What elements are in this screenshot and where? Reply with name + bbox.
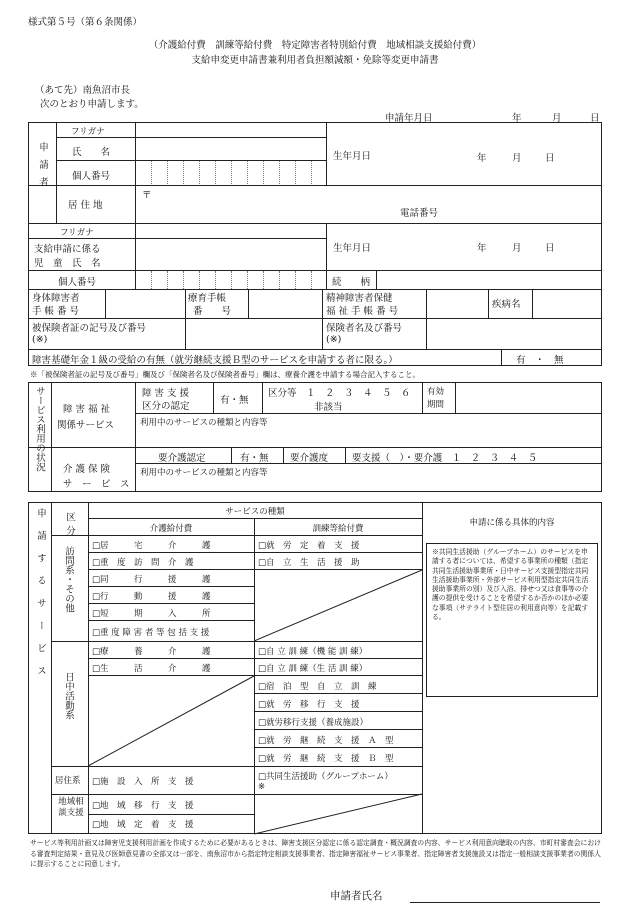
mental-cert-label-line1: 精神障害者保健 (326, 293, 393, 304)
service-medical-care[interactable]: □療 養 介 護 (92, 647, 211, 657)
application-date-label: 申請年月日 (385, 113, 433, 124)
residence-group-label: 居住系 (55, 776, 81, 786)
child-name-label-line2: 児 童 氏 名 (34, 258, 101, 269)
addressee: （あて先）南魚沼市長 (35, 85, 131, 96)
service-employment-transition-training[interactable]: □就労移行支援（養成施設） (258, 718, 369, 728)
care-cert-yes-no[interactable]: 有・無 (240, 453, 269, 464)
service-continuous-support-a[interactable]: □就 労 継 続 支 援 Ａ 型 (258, 736, 394, 746)
applicant-signature-label: 申請者氏名 (330, 890, 383, 902)
child-birth-month[interactable]: 月 (512, 243, 522, 254)
service-community-settlement[interactable]: □地 域 定 着 支 援 (92, 820, 194, 830)
form-number: 様式第５号（第６条関係） (28, 17, 143, 28)
community-group-label: 地域相談支援 (58, 797, 84, 818)
application-date-day[interactable]: 日 (590, 113, 600, 124)
service-continuous-support-b[interactable]: □就 労 継 続 支 援 Ｂ 型 (258, 754, 394, 764)
rehab-cert-label-line1: 療育手帳 (188, 293, 227, 304)
support-category-label-line1: 障 害 支 援 (142, 388, 190, 399)
care-levels[interactable]: 要支援（ ）・要介護 １ ２ ３ ４ ５ (352, 453, 538, 464)
service-employment-transition[interactable]: □就 労 移 行 支 援 (258, 700, 360, 710)
visit-group-label: 訪問系・その他 (63, 546, 74, 613)
postal-mark: 〒 (142, 190, 152, 201)
insurer-label-line2: (※) (326, 334, 342, 345)
applicant-birth-year[interactable]: 年 (477, 153, 487, 164)
applicant-personal-number-label: 個人番号 (72, 171, 111, 182)
physical-cert-label-line2: 手 帳 番 号 (32, 306, 80, 317)
support-category-label-line2: 区分の認定 (142, 401, 190, 412)
welfare-service-label-line1: 障 害 福 祉 (63, 404, 111, 415)
mental-cert-label-line2: 福 祉 手 帳 番 号 (326, 306, 399, 317)
insured-cert-label-line1: 被保険者証の記号及び番号 (32, 323, 147, 334)
service-behavior-support[interactable]: □行 動 援 護 (92, 592, 211, 602)
service-facility-admission[interactable]: □施 設 入 所 支 援 (92, 777, 194, 787)
care-insurance-label-line1: 介 護 保 険 (63, 464, 111, 475)
applicant-address-label: 居 住 地 (68, 200, 103, 211)
child-name-label-line1: 支給申請に係る (34, 244, 101, 255)
pension-options[interactable]: 有 ・ 無 (516, 355, 564, 366)
care-benefit-header: 介護給付費 (149, 524, 193, 534)
service-residential-training[interactable]: □宿 泊 型 自 立 訓 練 (258, 682, 377, 692)
category-label: 区分等 (268, 388, 297, 399)
consent-note: サービス等利用計画又は障害児支援利用計画を作成するために必要があるときは、障害支援区分認定に係る認定調査・概況調査の内容、サービス利用意向聴取の内容、市町村審査会における審査判定結果・意見及び医師意見書の全部又は一部を、南魚沼市から指定特定相談支援事業者、指定障害福祉サービス事業者、指定障害者支援施設又は指定一般相談支援事業者の関係人に提示することに同意します。 (30, 839, 601, 868)
signature-line[interactable] (410, 902, 600, 903)
form-title: 支給申変更申請書兼利用者負担額減額・免除等変更申請書 (191, 55, 439, 66)
service-comprehensive-support[interactable]: □重 度 障 害 者 等 包 括 支 援 (92, 628, 210, 638)
support-category-yes-no[interactable]: 有・無 (220, 395, 249, 406)
not-applicable-option[interactable]: 非該当 (314, 402, 343, 413)
application-date-year[interactable]: 年 (512, 113, 522, 124)
pension-label: 障害基礎年金１級の受給の有無（就労継続支援Ｂ型のサービスを申請する者に限る。） (32, 355, 398, 366)
insured-note: ※「被保険者証の記号及び番号」欄及び「保険者名及び保険者番号」欄は、療養介護を申請する場合記入すること。 (30, 370, 420, 379)
category-values[interactable]: １ ２ ３ ４ ５ ６ (306, 388, 411, 399)
care-cert-label: 要介護認定 (158, 453, 206, 464)
service-independent-living[interactable]: □自 立 生 活 援 助 (258, 558, 360, 568)
group-home-note-text: ※共同生活援助（グループホーム）のサービスを申請する者については、希望する事業所の種類（指定共同生活援助事業所・日中サービス支援型指定共同生活援助事業所・外部サービス利用型指定共同生活援助事業所の別）及び入浴、排せつ又は食事等の介護の提供を受けることを希望するか否かのほか必要な事項（サテライト型住居の利用意向等）を記載する。 (432, 548, 589, 622)
insurer-label-line1: 保険者名及び番号 (326, 323, 403, 334)
child-personal-number-label: 個人番号 (58, 277, 97, 288)
insured-cert-label-line2: (※) (32, 334, 48, 345)
service-life-training[interactable]: □自 立 訓 練（生 活 訓 練） (258, 664, 368, 674)
applicant-furigana-label: フリガナ (71, 127, 105, 137)
child-furigana-label: フリガナ (60, 228, 94, 238)
services-section-label: 申請するサービス (35, 508, 46, 688)
usage-section-label: サービス利用の状況 (34, 386, 45, 472)
relation-label: 続 柄 (332, 277, 371, 288)
service-group-home[interactable]: □共同生活援助（グループホーム） (258, 772, 393, 782)
application-date-month[interactable]: 月 (552, 113, 562, 124)
child-birth-day[interactable]: 日 (545, 243, 555, 254)
form-subtitle: （介護給付費 訓練等給付費 特定障害者特別給付費 地域相談支援給付費） (148, 40, 482, 51)
physical-cert-label-line1: 身体障害者 (32, 293, 80, 304)
service-short-stay[interactable]: □短 期 入 所 (92, 609, 211, 619)
care-in-use-label: 利用中のサービスの種類と内容等 (140, 468, 268, 478)
service-life-care[interactable]: □生 活 介 護 (92, 664, 211, 674)
applicant-birth-month[interactable]: 月 (512, 153, 522, 164)
service-community-transition[interactable]: □地 域 移 行 支 援 (92, 801, 194, 811)
disease-label: 疾病名 (492, 299, 521, 310)
welfare-in-use-label: 利用中のサービスの種類と内容等 (140, 418, 268, 428)
welfare-service-label-line2: 関係サービス (57, 420, 115, 431)
validity-label-line1: 有効 (427, 387, 445, 397)
care-degree-label: 要介護度 (290, 453, 329, 464)
applicant-birth-day[interactable]: 日 (545, 153, 555, 164)
child-birth-year[interactable]: 年 (477, 243, 487, 254)
service-employment-retention[interactable]: □就 労 定 着 支 援 (258, 541, 360, 551)
detail-header: 申請に係る具体的内容 (469, 518, 555, 528)
group-home-note-mark: ※ (258, 782, 266, 792)
rehab-cert-label-line2: 番 号 (193, 306, 232, 317)
service-function-training[interactable]: □自 立 訓 練（機 能 訓 練） (258, 647, 368, 657)
training-benefit-header: 訓練等給付費 (312, 524, 364, 534)
category-header: 区分 (64, 512, 75, 539)
service-types-header: サービスの種類 (225, 507, 285, 517)
service-accompany-support[interactable]: □同 行 援 護 (92, 575, 211, 585)
validity-label-line2: 期間 (427, 400, 445, 410)
service-severe-visit-care[interactable]: □重 度 訪 問 介 護 (92, 558, 194, 568)
service-home-care[interactable]: □居 宅 介 護 (92, 541, 211, 551)
applicant-phone-label: 電話番号 (400, 208, 439, 219)
care-insurance-label-line2: サ ー ビ ス (63, 479, 130, 490)
applicant-name-label: 氏 名 (72, 147, 111, 158)
applicant-birth-date-label: 生年月日 (333, 151, 372, 162)
request-statement: 次のとおり申請します。 (40, 99, 144, 110)
applicant-section-label: 申請者 (37, 142, 48, 195)
child-birth-date-label: 生年月日 (333, 243, 372, 254)
day-group-label: 日中活動系 (63, 672, 74, 720)
